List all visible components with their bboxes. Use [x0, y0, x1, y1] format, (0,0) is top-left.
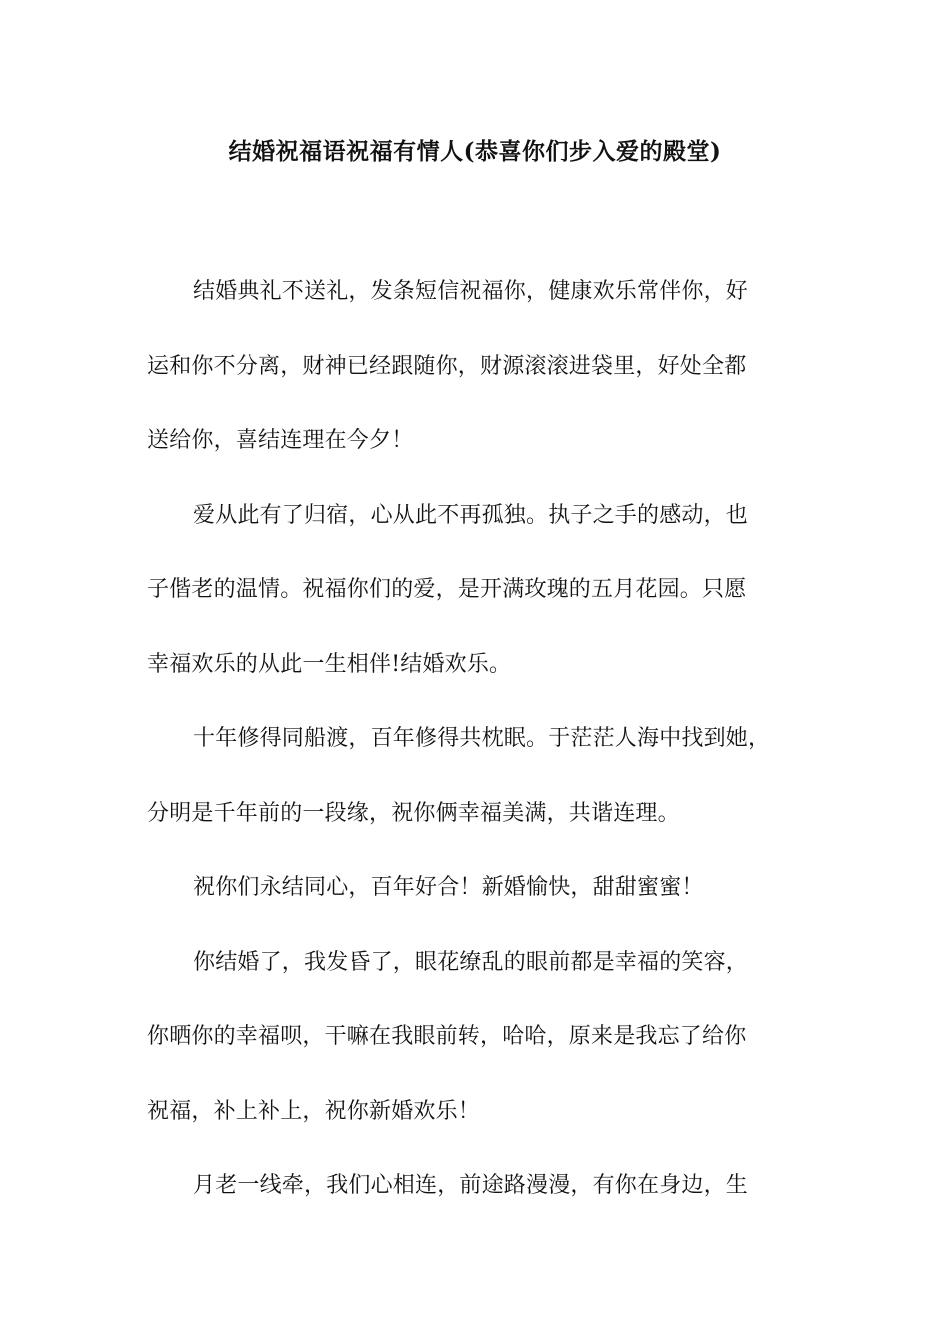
paragraph-line: 你结婚了，我发昏了，眼花缭乱的眼前都是幸福的笑容，	[193, 949, 749, 975]
paragraph-line: 结婚典礼不送礼，发条短信祝福你，健康欢乐常伴你，好	[193, 279, 749, 304]
paragraph-1	[147, 255, 827, 479]
paragraph-line: 祝你们永结同心，百年好合！新婚愉快，甜甜蜜蜜！	[193, 875, 704, 900]
document-body	[147, 255, 827, 1224]
paragraph-3	[147, 702, 827, 851]
paragraph-line: 祝福，补上补上，祝你新婚欢乐！	[147, 1098, 481, 1124]
document-title: 结婚祝福语祝福有情人(恭喜你们步入爱的殿堂)	[228, 138, 722, 165]
paragraph-line: 运和你不分离，财神已经跟随你，财源滚滚进袋里，好处全都	[147, 353, 747, 379]
paragraph-line: 爱从此有了归宿，心从此不再孤独。执子之手的感动，也	[193, 502, 749, 528]
paragraph-line: 十年修得同船渡，百年修得共枕眠。于茫茫人海中找到她，	[193, 726, 771, 751]
paragraph-5	[147, 926, 827, 1150]
paragraph-6	[147, 1149, 827, 1224]
paragraph-line: 分明是千年前的一段缘，祝你俩幸福美满，共谐连理。	[147, 800, 680, 826]
paragraph-4	[147, 851, 827, 926]
paragraph-line: 你晒你的幸福呗，干嘛在我眼前转，哈哈，原来是我忘了给你	[147, 1024, 747, 1049]
paragraph-line: 幸福欢乐的从此一生相伴!结婚欢乐。	[147, 651, 512, 677]
paragraph-line: 送给你，喜结连理在今夕！	[147, 428, 414, 453]
paragraph-line: 月老一线牵，我们心相连，前途路漫漫，有你在身边，生	[193, 1173, 749, 1198]
paragraph-line: 子偕老的温情。祝福你们的爱，是开满玫瑰的五月花园。只愿	[147, 577, 747, 602]
paragraph-2	[147, 479, 827, 703]
